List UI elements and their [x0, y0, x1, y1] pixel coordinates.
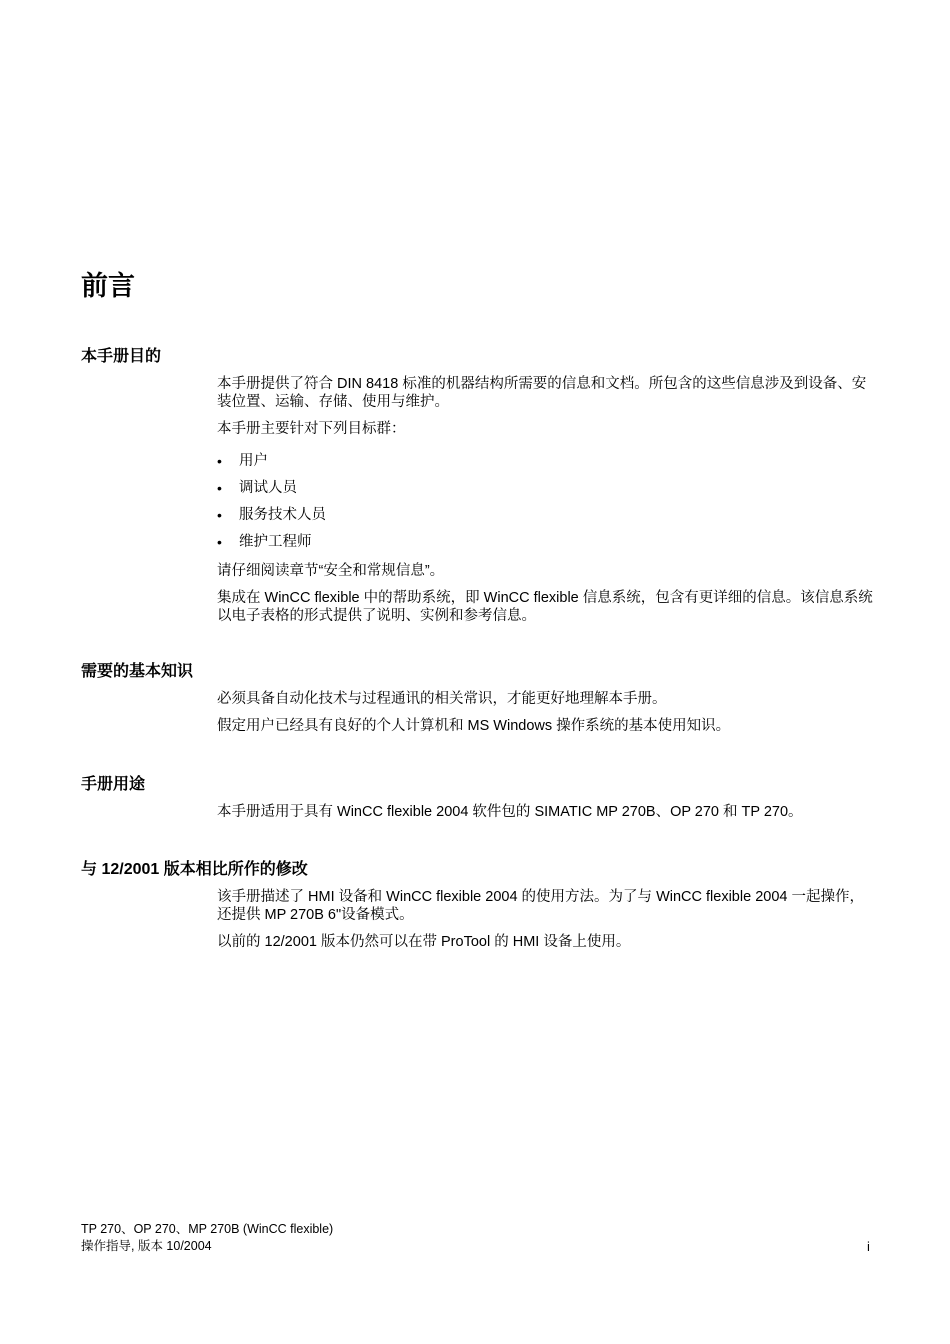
knowledge-paragraph-1: 必须具备自动化技术与过程通讯的相关常识，才能更好地理解本手册。: [217, 691, 667, 707]
page-title: 前言: [81, 271, 135, 301]
footer-product-line: TP 270、OP 270、MP 270B (WinCC flexible): [81, 1222, 334, 1236]
purpose-paragraph-1: 本手册提供了符合 DIN 8418 标准的机器结构所需要的信息和文档。所包含的这些信息涉及到设备、安装位置、运输、存储、使用与维护。: [217, 376, 867, 410]
changes-paragraph-1: 该手册描述了 HMI 设备和 WinCC flexible 2004 的使用方法。为了与 WinCC flexible 2004 一起操作，还提供 MP 270B 6"设备模式。: [217, 889, 864, 923]
changes-paragraph-2: 以前的 12/2001 版本仍然可以在带 ProTool 的 HMI 设备上使用。: [217, 934, 631, 950]
bullet-icon: •: [217, 533, 222, 550]
section-heading-purpose: 本手册目的: [81, 348, 162, 365]
footer-edition-line: 操作指导, 版本 10/2004: [81, 1239, 212, 1253]
bullet-icon: •: [217, 506, 222, 523]
section-heading-knowledge: 需要的基本知识: [81, 663, 194, 680]
list-item: • 维护工程师: [217, 533, 312, 550]
bullet-icon: •: [217, 479, 222, 496]
target-group-list: [217, 447, 877, 555]
section-heading-scope: 手册用途: [81, 776, 146, 793]
knowledge-paragraph-2: 假定用户已经具有良好的个人计算机和 MS Windows 操作系统的基本使用知识。: [217, 718, 731, 734]
page-number: i: [867, 1239, 870, 1254]
page-footer: [81, 1221, 333, 1255]
scope-paragraph-1: 本手册适用于具有 WinCC flexible 2004 软件包的 SIMATIC MP 270B、OP 270 和 TP 270。: [217, 804, 803, 820]
section-body-changes: [217, 888, 877, 960]
list-item: • 调试人员: [217, 479, 297, 496]
section-body-knowledge: [217, 690, 877, 744]
section-body-scope: [217, 803, 877, 830]
list-item: • 用户: [217, 452, 268, 469]
list-item: • 服务技术人员: [217, 506, 326, 523]
section-body-purpose: [217, 375, 877, 634]
purpose-paragraph-3: 请仔细阅读章节“安全和常规信息”。: [217, 563, 445, 579]
purpose-paragraph-2: 本手册主要针对下列目标群：: [217, 421, 406, 437]
purpose-paragraph-4: 集成在 WinCC flexible 中的帮助系统，即 WinCC flexible 信息系统，包含有更详细的信息。该信息系统以电子表格的形式提供了说明、实例和参考信息。: [217, 590, 873, 624]
section-heading-changes: 与 12/2001 版本相比所作的修改: [81, 861, 308, 878]
bullet-icon: •: [217, 452, 222, 469]
